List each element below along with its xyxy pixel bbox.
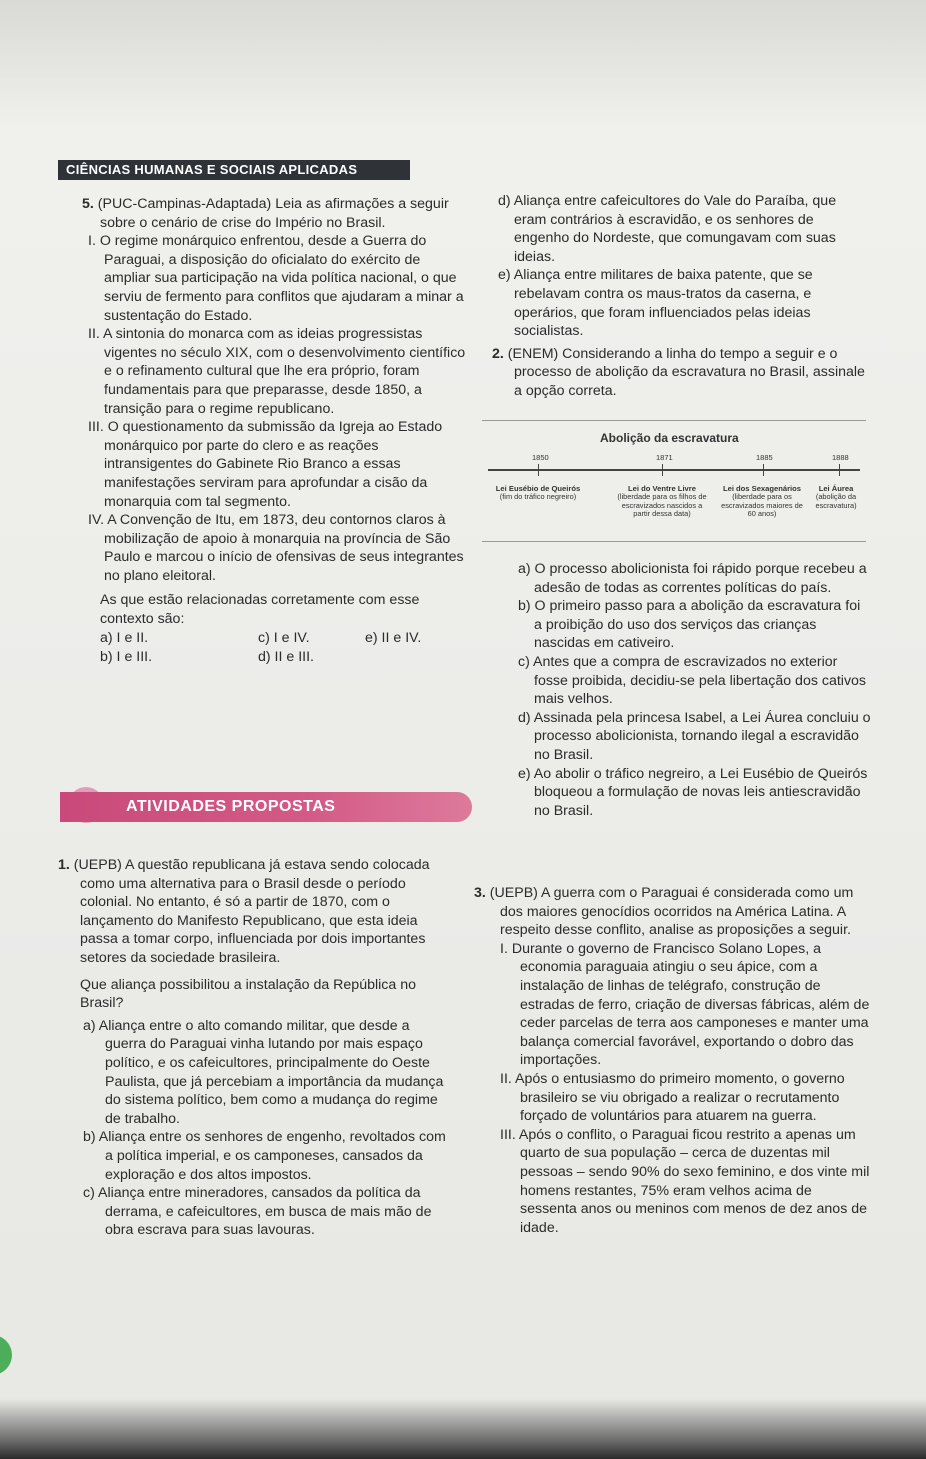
q2-option-e[interactable]: e) Ao abolir o tráfico negreiro, a Lei Eusébio de Queirós bloqueou a formulação de novas leis antiescravidão no Brasil. — [518, 765, 868, 819]
q5-option-c[interactable]: c) I e IV. — [258, 629, 310, 646]
q3-stem-text: (UEPB) A guerra com o Paraguai é considerada como um dos maiores genocídios ocorridos na América Latina. A respeito desse conflito, analise as proposições a seguir. — [489, 885, 854, 939]
page-tab-marker — [0, 1335, 12, 1375]
q1-option-c[interactable]: c) Aliança entre mineradores, cansados da política da derrama, e cafeicultores, em busca de mais mão de obra escrava para suas lavouras. — [83, 1185, 432, 1239]
q5-option-a[interactable]: a) I e II. — [100, 629, 149, 646]
q1-option-d[interactable]: d) Aliança entre cafeicultores do Vale do Paraíba, que eram contrários à escravidão, e os senhores de engenho do Nordeste, que comungavam com suas ideias. — [498, 193, 837, 265]
q1-option-e[interactable]: e) Aliança entre militares de baixa patente, que se rebelavam contra os maus-tratos da caserna, e operários, que foram influenciados pelas ideias socialistas. — [498, 267, 813, 340]
timeline-event-name: Lei Eusébio de Queirós — [495, 484, 581, 493]
right-column-top — [492, 192, 872, 401]
q2-stem — [492, 345, 872, 401]
q1-option-a[interactable]: a) Aliança entre o alto comando militar, que desde a guerra do Paraguai vinha lutando por mais espaço político, e os cafeicultores, principalmente do Oeste Paulista, que já percebiam a importância da mudança do sistema político, bem como a mudança do regime de trabalho. — [83, 1017, 444, 1127]
q2-options — [512, 560, 872, 820]
q5-item-1: I. O regime monárquico enfrentou, desde a Guerra do Paraguai, a disposição do oficialato do exército de ampliar sua participação na vida política nacional, o que serviu de fermento para conflitos que ajudaram a minar a sustentação do Estado. — [88, 233, 464, 324]
atividades-propostas-banner: ATIVIDADES PROPOSTAS — [60, 792, 472, 822]
timeline-event-desc: (liberdade para os filhos de escravizados nascidos a partir dessa data) — [617, 492, 707, 519]
timeline-event-name: Lei Áurea — [818, 484, 854, 493]
q5-item-2: II. A sintonia do monarca com as ideias progressistas vigentes no século XIX, com o desenvolvimento científico e o refinamento cultural que lhe era próprio, foram fundamentais para que preparasse, desde 1850, a transição para o regime republicano. — [88, 326, 466, 417]
q5-option-d[interactable]: d) II e III. — [258, 648, 314, 665]
q2-option-a[interactable]: a) O processo abolicionista foi rápido porque recebeu a adesão de todas as correntes políticas do país. — [518, 561, 867, 596]
q1-number: 1. — [58, 857, 70, 873]
q2-option-d[interactable]: d) Assinada pela princesa Isabel, a Lei Áurea concluiu o processo abolicionista, tornando ilegal a escravidão no Brasil. — [518, 709, 871, 763]
q2-number: 2. — [492, 345, 504, 362]
timeline-tick — [763, 464, 764, 476]
timeline-title: Abolição da escravatura — [600, 431, 739, 445]
q3-block — [470, 884, 870, 1237]
timeline-event-desc: (liberdade para os escravizados maiores de 60 anos) — [721, 492, 803, 519]
timeline-event-desc: (fim do tráfico negreiro) — [499, 492, 577, 502]
timeline-event-4 — [806, 485, 866, 510]
timeline-event-2 — [616, 485, 708, 519]
timeline-year-1885: 1885 — [756, 453, 773, 462]
q2-option-b[interactable]: b) O primeiro passo para a abolição da escravatura foi a proibição do uso dos serviços das crianças nascidas em cativeiro. — [518, 598, 861, 652]
q5-stem — [72, 195, 467, 232]
timeline-event-name: Lei do Ventre Livre — [628, 484, 696, 493]
left-column — [72, 195, 467, 669]
q3-stem — [470, 884, 870, 940]
timeline-event-desc: (abolição da escravatura) — [815, 492, 857, 510]
q5-stem-text: (PUC-Campinas-Adaptada) Leia as afirmações a seguir sobre o cenário de crise do Império no Brasil. — [97, 196, 449, 231]
q1-block — [30, 856, 450, 1240]
timeline-year-1888: 1888 — [832, 453, 849, 462]
q1-stem-text: (UEPB) A questão republicana já estava sendo colocada como uma alternativa para o Brasil desde o período colonial. No entanto, é só a partir de 1870, com o lançamento do Manifesto Republicano, que esta ideia passa a tomar corpo, influenciada por dois importantes setores da sociedade brasileira. — [73, 857, 430, 966]
timeline-event-name: Lei dos Sexagenários — [722, 484, 802, 493]
q5-option-e[interactable]: e) II e IV. — [365, 629, 422, 646]
q5-item-4: IV. A Convenção de Itu, em 1873, deu contornos claros à mobilização de apoio à monarquia na província de São Paulo e marcou o início de ofensivas de seus integrantes no plano eleitoral. — [88, 512, 464, 584]
q3-item-1: I. Durante o governo de Francisco Solano Lopes, a economia paraguaia atingiu o seu ápice, com a instalação de linhas de telégrafo, construção de estradas de ferro, criação de diversas fábricas, além de ceder parcelas de terra aos camponeses e manter uma balança comercial favorável, exportando o dobro das importações. — [500, 940, 870, 1069]
page-bottom-shadow — [0, 1399, 926, 1459]
q3-number: 3. — [474, 885, 486, 901]
q5-options — [100, 629, 467, 669]
abolition-timeline — [482, 420, 866, 542]
q2-stem-text: (ENEM) Considerando a linha do tempo a seguir e o processo de abolição da escravatura no Brasil, assinale a opção correta. — [507, 345, 865, 399]
timeline-event-1 — [482, 485, 594, 502]
timeline-tick — [662, 464, 663, 476]
q5-item-3: III. O questionamento da submissão da Igreja ao Estado monárquico por parte do clero e as reações intransigentes do Gabinete Rio Branco a essas manifestações serviram para aprofundar a cisão da monarquia com tal segmento. — [88, 419, 443, 510]
q1-option-b[interactable]: b) Aliança entre os senhores de engenho, revoltados com a política imperial, e os camponeses, cansados da exploração e dos altos impostos. — [83, 1129, 446, 1183]
timeline-tick — [538, 464, 539, 476]
timeline-tick — [839, 464, 840, 476]
timeline-axis — [488, 469, 860, 471]
q1-stem — [30, 856, 450, 968]
timeline-year-1871: 1871 — [656, 453, 673, 462]
q3-item-3: III. Após o conflito, o Paraguai ficou restrito a apenas um quarto de sua população – cerca de duzentas mil pessoas – sendo 90% do sexo feminino, e dos vinte mil homens restantes, 75% eram velhos acima de sessenta anos ou meninos com menos de dez anos de idade. — [500, 1126, 870, 1236]
timeline-year-1850: 1850 — [532, 453, 549, 462]
section-header: CIÊNCIAS HUMANAS E SOCIAIS APLICADAS — [58, 160, 410, 180]
q5-number: 5. — [82, 196, 94, 212]
q2-option-c[interactable]: c) Antes que a compra de escravizados no exterior fosse proibida, decidiu-se pela libertação dos cativos mais velhos. — [518, 653, 867, 708]
q3-item-2: II. Após o entusiasmo do primeiro momento, o governo brasileiro se viu obrigado a realizar o recrutamento forçado de voluntários para atuarem na guerra. — [500, 1070, 845, 1125]
timeline-event-3 — [718, 485, 806, 519]
page-shadow — [0, 0, 926, 130]
q5-prompt: As que estão relacionadas corretamente com esse contexto são: — [100, 592, 420, 628]
q1-question: Que aliança possibilitou a instalação da República no Brasil? — [80, 976, 416, 1012]
q5-option-b[interactable]: b) I e III. — [100, 648, 153, 665]
